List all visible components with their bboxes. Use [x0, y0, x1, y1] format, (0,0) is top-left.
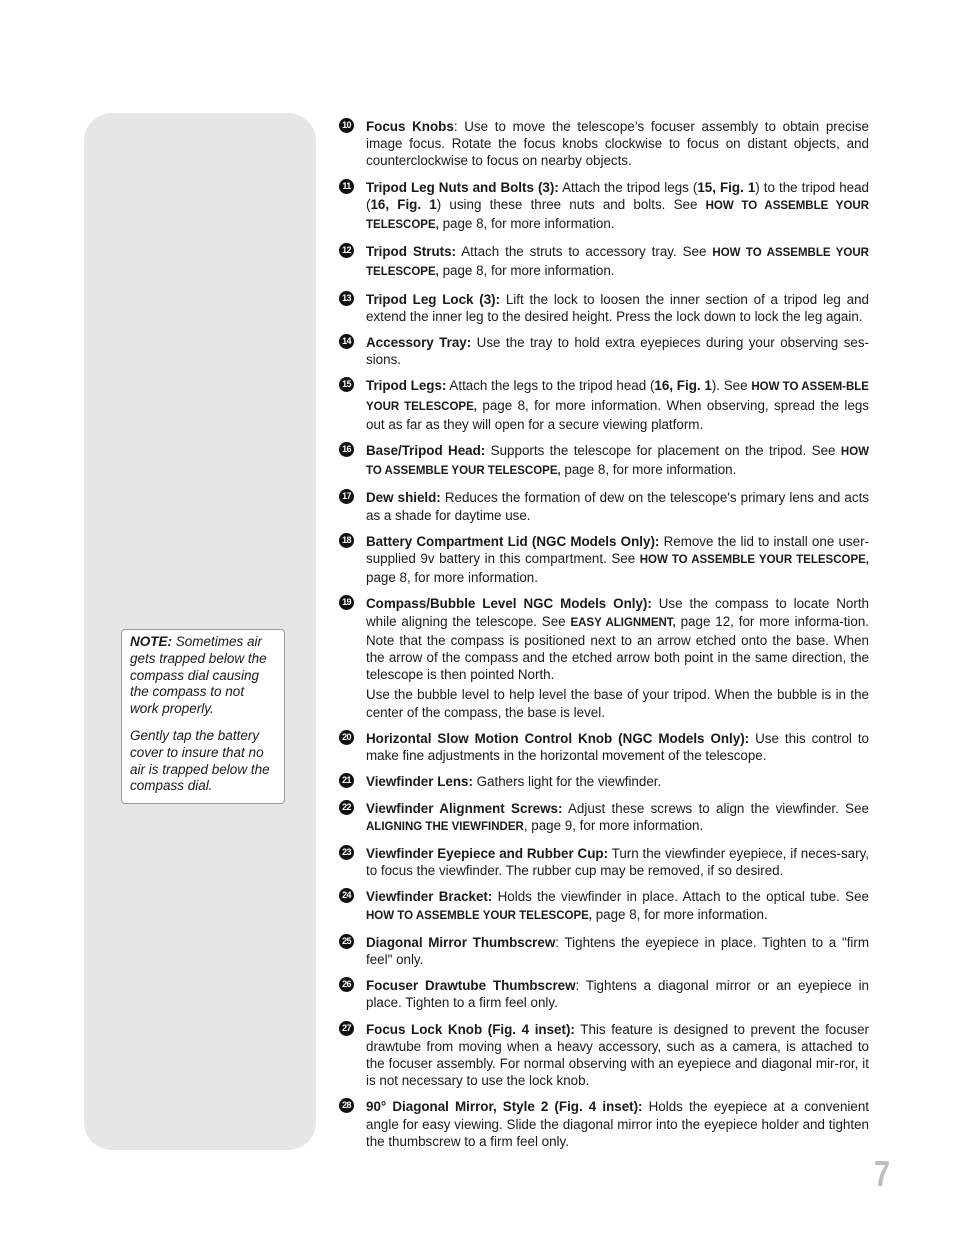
item-title: Base/Tripod Head:: [366, 443, 486, 459]
item-body: Use the compass to locate North while aligning the telescope. See: [366, 596, 869, 629]
item-body: page 8, for more information.: [560, 462, 737, 478]
list-item: [339, 118, 869, 170]
item-title: Horizontal Slow Motion Control Knob (NGC Models Only):: [366, 730, 750, 746]
item-text: [366, 977, 869, 1011]
list-item: [339, 442, 869, 480]
item-body: Supports the telescope for placement on the tripod. See: [485, 443, 841, 459]
item-body: Reduces the formation of dew on the telescope's primary lens and acts as a shade for daytime use.: [366, 490, 869, 523]
note-paragraph-1: [130, 634, 276, 718]
item-number-icon: 14: [339, 334, 354, 349]
item-text: [366, 179, 869, 235]
item-number-icon: 26: [339, 977, 354, 992]
item-body: page 8, for more information.: [438, 216, 615, 232]
item-text: [366, 800, 869, 836]
item-number-icon: 25: [339, 934, 354, 949]
item-number-icon: 28: [339, 1098, 354, 1113]
item-number-icon: 16: [339, 442, 354, 457]
item-text: [366, 243, 869, 281]
item-body: ). See: [711, 378, 752, 394]
item-title: Viewfinder Lens:: [366, 774, 473, 790]
list-item: [339, 934, 869, 968]
section-reference: HOW TO ASSEMBLE YOUR TELESCOPE,: [366, 446, 869, 478]
item-title: Viewfinder Alignment Screws:: [366, 800, 563, 816]
list-item: [339, 1098, 869, 1150]
item-body: This feature is designed to prevent the focuser drawtube from moving when a heavy accessory, such as a camera, is attached to the focuser assembly. For normal observing with an eyepiece and diagonal mir-ror, it is not necessary to use the lock knob.: [366, 1021, 869, 1089]
item-text: [366, 1021, 869, 1090]
note-label: NOTE:: [130, 634, 172, 649]
item-number-icon: 17: [339, 489, 354, 504]
item-text: [366, 442, 869, 480]
item-number-icon: 24: [339, 888, 354, 903]
item-body: Gathers light for the viewfinder.: [472, 774, 662, 790]
list-item: [339, 243, 869, 281]
item-title: Battery Compartment Lid (NGC Models Only):: [366, 533, 660, 549]
item-body: ) using these three nuts and bolts. See: [436, 196, 706, 212]
list-item: [339, 291, 869, 325]
item-title: Focuser Drawtube Thumbscrew: [366, 978, 576, 994]
list-item: [339, 179, 869, 235]
section-reference: HOW TO ASSEMBLE YOUR TELESCOPE,: [366, 909, 592, 922]
item-body: page 12, for more informa-tion. Note that the compass is positioned next to an arrow etched onto the base. When the arrow of the compass and the etched arrow both point in the same direction, the telescope is then pointed North.: [366, 613, 869, 683]
item-title: Viewfinder Bracket:: [366, 889, 493, 905]
item-text: [366, 118, 869, 170]
item-body: : Tightens a diagonal mirror or an eyepiece in place. Tighten to a firm feel only.: [366, 978, 869, 1011]
list-item: [339, 800, 869, 836]
note-box: [121, 629, 285, 804]
item-body: page 8, for more information. When observing, spread the legs out as far as they will open for a secure viewing platform.: [366, 397, 869, 432]
item-body: Adjust these screws to align the viewfinder. See: [562, 800, 869, 816]
list-item: [339, 845, 869, 879]
item-title: Diagonal Mirror Thumbscrew: [366, 934, 556, 950]
item-body: page 8, for more information.: [366, 570, 538, 586]
item-text: [366, 1098, 869, 1150]
item-number-icon: 21: [339, 773, 354, 788]
item-title: Dew shield:: [366, 490, 441, 506]
item-number-icon: 23: [339, 845, 354, 860]
section-reference: HOW TO ASSEMBLE YOUR TELESCOPE,: [366, 247, 869, 279]
item-body: Use this control to make fine adjustments in the horizontal movement of the telescope.: [366, 730, 869, 764]
item-body: Lift the lock to loosen the inner section of a tripod leg and extend the inner leg to the desired height. Press the lock down to lock the leg again.: [366, 291, 869, 324]
item-text: [366, 377, 869, 433]
figure-reference: 16, Fig. 1: [654, 378, 712, 394]
item-title: Tripod Leg Nuts and Bolts (3):: [366, 179, 559, 195]
item-body: Holds the eyepiece at a convenient angle for easy viewing. Slide the diagonal mirror into the eyepiece holder and tighten the thumbscrew to a firm feel only.: [366, 1099, 869, 1149]
parts-list: [339, 118, 869, 1159]
list-item: [339, 730, 869, 764]
list-item: [339, 533, 869, 587]
item-title: Tripod Legs:: [366, 378, 447, 394]
item-number-icon: 19: [339, 595, 354, 610]
item-body: Attach the tripod legs (: [558, 179, 698, 195]
item-number-icon: 22: [339, 800, 354, 815]
item-text: [366, 533, 869, 587]
item-extra-paragraph: Use the bubble level to help level the base of your tripod. When the bubble is in the center of the compass, the base is level.: [366, 687, 869, 720]
list-item: [339, 334, 869, 368]
item-text: [366, 334, 869, 368]
item-text: [366, 845, 869, 879]
section-reference: HOW TO ASSEMBLE YOUR TELESCOPE,: [366, 199, 869, 232]
item-body: page 8, for more information.: [438, 263, 615, 279]
item-title: Compass/Bubble Level NGC Models Only):: [366, 596, 652, 612]
item-text: [366, 730, 869, 764]
item-number-icon: 10: [339, 118, 354, 133]
item-text: [366, 773, 869, 790]
item-body: Attach the struts to accessory tray. See: [456, 244, 713, 260]
item-text: [366, 888, 869, 924]
item-number-icon: 20: [339, 730, 354, 745]
list-item: [339, 888, 869, 924]
item-body: Attach the legs to the tripod head (: [446, 378, 655, 394]
item-body: Use the tray to hold extra eyepieces during your observing ses-sions.: [366, 335, 869, 368]
item-text: [366, 489, 869, 523]
item-title: Focus Knobs: [366, 119, 454, 134]
item-title: 90° Diagonal Mirror, Style 2 (Fig. 4 inset):: [366, 1099, 643, 1115]
item-body: page 8, for more information.: [591, 906, 768, 922]
item-body: Remove the lid to install one user-supplied 9v battery in this compartment. See: [366, 533, 869, 567]
figure-reference: 16, Fig. 1: [370, 196, 437, 212]
section-reference: HOW TO ASSEMBLE YOUR TELESCOPE,: [639, 554, 869, 567]
item-number-icon: 11: [339, 179, 354, 194]
list-item: [339, 773, 869, 790]
note-text-1: Sometimes air gets trapped below the compass dial causing the compass to not work properly.: [130, 634, 267, 717]
item-number-icon: 27: [339, 1021, 354, 1036]
item-title: Focus Lock Knob (Fig. 4 inset):: [366, 1021, 575, 1037]
item-title: Viewfinder Eyepiece and Rubber Cup:: [366, 845, 609, 861]
item-title: Tripod Leg Lock (3):: [366, 291, 501, 307]
item-text: [366, 934, 869, 968]
list-item: [339, 595, 869, 720]
item-title: Tripod Struts:: [366, 244, 456, 260]
item-number-icon: 18: [339, 533, 354, 548]
item-body: ) to the tripod head (: [366, 179, 869, 212]
item-body: Turn the viewfinder eyepiece, if neces-sary, to focus the viewfinder. The rubber cup may be removed, if so desired.: [366, 845, 869, 879]
section-reference: ALIGNING THE VIEWFINDER: [366, 820, 524, 833]
list-item: [339, 489, 869, 523]
section-reference: HOW TO ASSEM-BLE YOUR TELESCOPE,: [366, 381, 869, 413]
item-body: , page 9, for more information.: [523, 817, 704, 833]
item-body: Holds the viewfinder in place. Attach to the optical tube. See: [492, 889, 869, 905]
item-text: [366, 595, 869, 683]
page-number: 7: [874, 1153, 891, 1194]
item-number-icon: 13: [339, 291, 354, 306]
figure-reference: 15, Fig. 1: [697, 179, 756, 195]
item-body: : Use to move the telescope’s focuser assembly to obtain precise image focus. Rotate the focus knobs clockwise to focus on distant objects, and counterclockwise to focus on nearby objects.: [366, 119, 869, 169]
list-item: [339, 1021, 869, 1090]
item-text: [366, 291, 869, 325]
section-reference: EASY ALIGNMENT,: [570, 616, 676, 629]
item-number-icon: 15: [339, 377, 354, 392]
list-item: [339, 377, 869, 433]
list-item: [339, 977, 869, 1011]
note-paragraph-2: Gently tap the battery cover to insure that no air is trapped below the compass dial.: [130, 727, 270, 794]
item-body: : Tightens the eyepiece in place. Tighten to a "firm feel" only.: [366, 934, 870, 967]
item-number-icon: 12: [339, 243, 354, 258]
item-title: Accessory Tray:: [366, 335, 472, 351]
